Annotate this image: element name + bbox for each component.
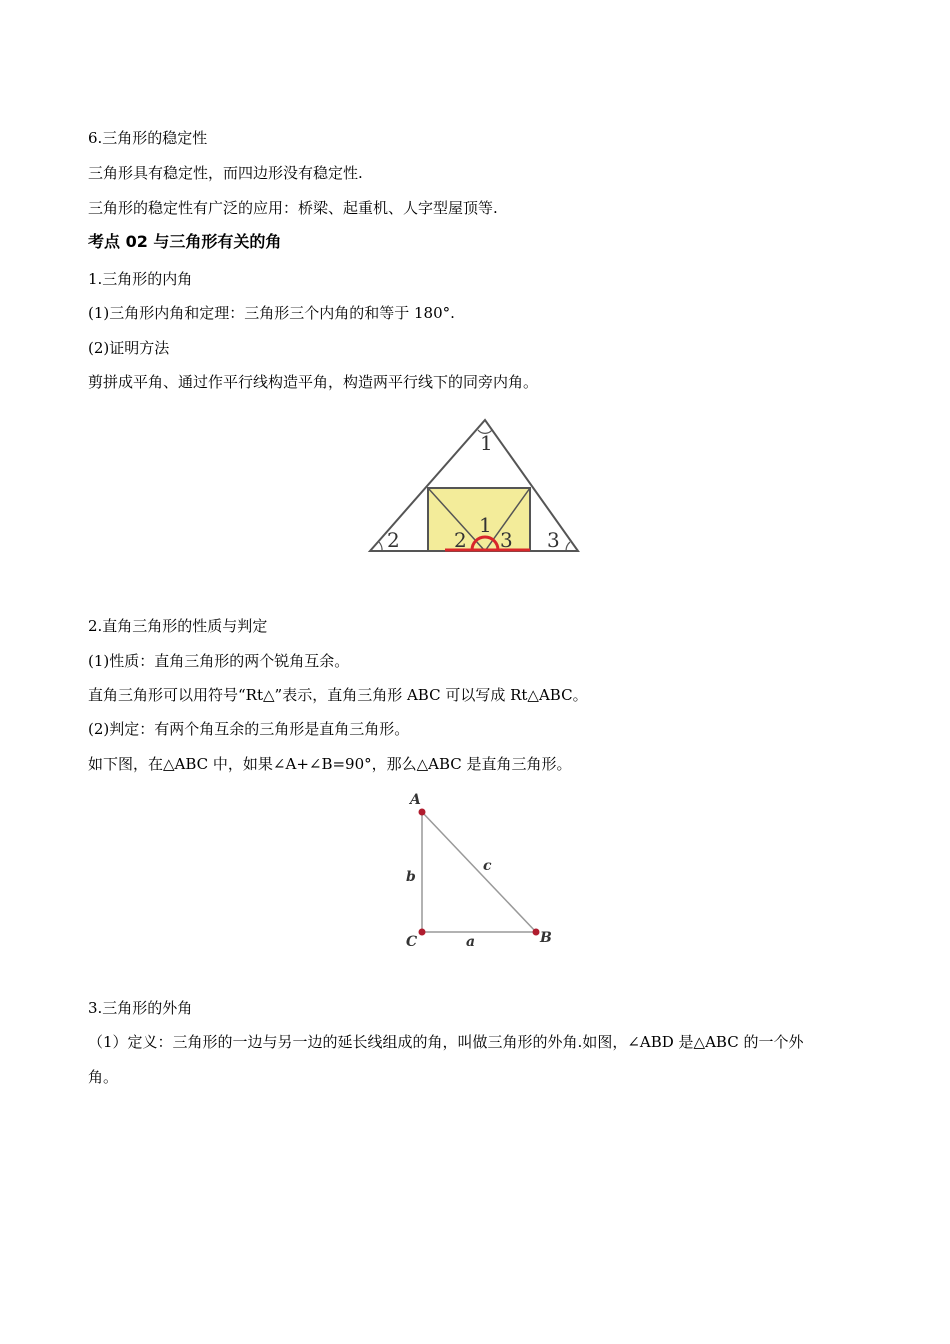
right-angle-arc — [566, 542, 570, 551]
exterior-angle-definition: （1）定义：三角形的一边与另一边的延长线组成的角，叫做三角形的外角.如图，∠ABD 是△ABC 的一个外 — [88, 1033, 804, 1051]
vertex-b-point — [533, 929, 540, 936]
kaodian-heading: 考点 02 与三角形有关的角 — [88, 232, 282, 251]
vertex-a-point — [419, 809, 426, 816]
right-triangle-example: 如下图，在△ABC 中，如果∠A+∠B=90°，那么△ABC 是直角三角形。 — [88, 755, 572, 773]
inner-angle-theorem: (1)三角形内角和定理：三角形三个内角的和等于 180°. — [88, 304, 455, 322]
exterior-angle-title: 3.三角形的外角 — [88, 999, 193, 1017]
section-6-paragraph-2: 三角形的稳定性有广泛的应用：桥梁、起重机、人字型屋顶等. — [88, 199, 498, 217]
vertex-a-label: A — [410, 792, 421, 808]
label-angle-2-bottom: 2 — [454, 528, 467, 552]
right-triangle-notation: 直角三角形可以用符号“Rt△”表示，直角三角形 ABC 可以写成 Rt△ABC。 — [88, 686, 588, 704]
section-6-title: 6.三角形的稳定性 — [88, 129, 208, 147]
vertex-b-label: B — [540, 930, 552, 946]
side-c-label: c — [483, 858, 492, 874]
label-angle-1-bottom: 1 — [479, 513, 492, 537]
right-triangle-criterion: (2)判定：有两个角互余的三角形是直角三角形。 — [88, 720, 410, 738]
exterior-angle-definition-cont: 角。 — [88, 1068, 119, 1086]
proof-method-title: (2)证明方法 — [88, 339, 170, 357]
inner-angle-title: 1.三角形的内角 — [88, 270, 193, 288]
right-triangle-property: (1)性质：直角三角形的两个锐角互余。 — [88, 652, 350, 670]
proof-method-text: 剪拼成平角、通过作平行线构造平角，构造两平行线下的同旁内角。 — [88, 373, 539, 391]
right-triangle-figure — [400, 788, 560, 954]
right-triangle-title: 2.直角三角形的性质与判定 — [88, 617, 268, 635]
left-angle-arc — [379, 542, 382, 551]
side-a-label: a — [466, 934, 476, 950]
vertex-c-label: C — [406, 934, 418, 950]
side-c — [422, 812, 536, 932]
label-angle-1-top: 1 — [480, 431, 493, 455]
label-angle-3-bottom: 3 — [500, 528, 513, 552]
side-b-label: b — [406, 869, 416, 885]
label-angle-2-left: 2 — [387, 528, 400, 552]
label-angle-3-right: 3 — [547, 528, 560, 552]
angle-sum-figure — [360, 412, 590, 572]
section-6-paragraph-1: 三角形具有稳定性，而四边形没有稳定性. — [88, 164, 363, 182]
vertex-c-point — [419, 929, 426, 936]
